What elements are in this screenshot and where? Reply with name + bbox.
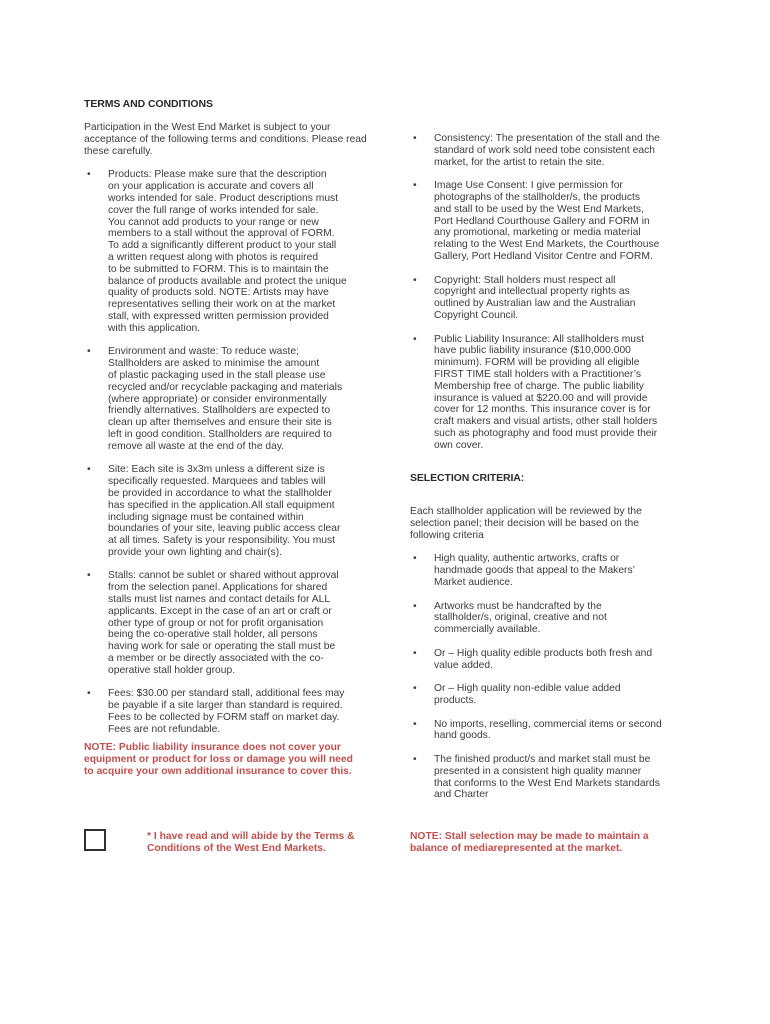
text-line: cover for 12 months. This insurance cover is for xyxy=(434,404,651,416)
text-line: Port Hedland Courthouse Gallery and FORM in xyxy=(434,215,650,227)
intro-text: Participation in the West End Market is subject to your acceptance of the following terms and conditions. Please read these carefully. xyxy=(84,122,367,157)
text-line: NOTE: Public liability insurance does not cover your xyxy=(84,742,341,753)
list-item xyxy=(410,180,710,263)
text-line: Each stallholder application will be reviewed by the xyxy=(410,506,642,517)
text-line: presented in a consistent high quality manner xyxy=(434,765,642,777)
text-line: relating to the West End Markets, the Courthouse xyxy=(434,239,660,251)
text-line: left in good condition. Stallholders are required to xyxy=(108,428,332,440)
text-line: (where appropriate) or consider environmentally xyxy=(108,393,327,405)
text-line: standard of work sold need tobe consistent each xyxy=(434,144,655,156)
text-line: Copyright: Stall holders must respect all xyxy=(434,274,616,286)
text-line: * I have read and will abide by the Terms & xyxy=(147,831,355,842)
text-line: cover the full range of works intended for sale. xyxy=(108,204,319,216)
text-line: such as photography and food must provide their xyxy=(434,427,658,439)
list-item xyxy=(410,648,710,672)
text-line: applicants. Except in the case of an art or craft or xyxy=(108,605,332,617)
text-line: specifically requested. Marquees and tables will xyxy=(108,476,326,488)
selection-intro xyxy=(410,506,710,541)
text-line: to acquire your own additional insurance to cover this. xyxy=(84,765,352,777)
page-title: TERMS AND CONDITIONS xyxy=(84,98,213,110)
text-line: balance of products available and protect the unique xyxy=(108,275,347,287)
text-line: being the co-operative stall holder, all persons xyxy=(108,629,318,641)
text-line: The finished product/s and market stall must be xyxy=(434,753,651,765)
text-line: a written request along with photos is required xyxy=(108,251,319,263)
text-line: Fees to be collected by FORM staff on market day. xyxy=(108,712,340,724)
text-line: Stallholders are asked to minimise the amount xyxy=(108,358,320,370)
text-line: FIRST TIME stall holders with a Practitioner’s xyxy=(434,368,641,380)
text-line: Or – High quality edible products both fresh and xyxy=(434,647,653,659)
right-column xyxy=(410,133,710,452)
text-line: minimum). FORM will be providing all eligible xyxy=(434,357,640,369)
text-line: remove all waste at the end of the day. xyxy=(108,440,285,452)
text-line: Conditions of the West End Markets. xyxy=(147,842,326,854)
text-line: with this application. xyxy=(108,322,201,334)
text-line: at all times. Safety is your responsibility. You must xyxy=(108,535,336,547)
text-line: Gallery, Port Hedland Visitor Centre and FORM. xyxy=(434,250,653,262)
list-item xyxy=(410,719,710,743)
text-line: To add a significantly different product to your stall xyxy=(108,240,337,252)
list-item xyxy=(84,570,384,676)
selection-note xyxy=(410,831,710,855)
text-line: a member or be directly associated with the co- xyxy=(108,653,324,665)
insurance-note xyxy=(84,742,384,777)
right-bullet-list xyxy=(410,133,710,452)
list-item xyxy=(410,754,710,801)
text-line: Market audience. xyxy=(434,576,513,588)
text-line: having work for sale or operating the stall must be xyxy=(108,641,336,653)
selection-criteria-title: SELECTION CRITERIA: xyxy=(410,472,525,484)
text-line: to be submitted to FORM. This is to maintain the xyxy=(108,263,329,275)
text-line: stall, with expressed written permission provided xyxy=(108,310,329,322)
text-line: including signage must be contained within xyxy=(108,511,304,523)
text-line: other type of group or not for profit organisation xyxy=(108,617,324,629)
text-line: Stalls: cannot be sublet or shared without approval xyxy=(108,570,339,582)
text-line: You cannot add products to your range or new xyxy=(108,216,319,228)
text-line: market, for the artist to retain the site. xyxy=(434,156,605,168)
text-line: Environment and waste: To reduce waste; xyxy=(108,346,299,358)
selection-column xyxy=(410,506,710,801)
text-line: boundaries of your site, leaving public access clear xyxy=(108,523,341,535)
list-item xyxy=(84,464,384,558)
text-line: and Charter xyxy=(434,789,489,801)
text-line: insurance is valued at $220.00 and will provide xyxy=(434,392,648,404)
left-bullet-list xyxy=(84,169,384,735)
text-line: of plastic packaging used in the stall please use xyxy=(108,369,326,381)
text-line: Public Liability Insurance: All stallholders must xyxy=(434,333,645,345)
list-item xyxy=(410,601,710,636)
text-line: Fees: $30.00 per standard stall, additional fees may xyxy=(108,688,345,700)
text-line: Copyright Council. xyxy=(434,309,519,321)
text-line: photographs of the stallholder/s, the products xyxy=(434,191,641,203)
text-line: any promotional, marketing or media material xyxy=(434,227,641,239)
text-line: be provided in accordance to what the stallholder xyxy=(108,487,332,499)
text-line: clean up after themselves and ensure their site is xyxy=(108,417,332,429)
text-line: Membership free of charge. The public liability xyxy=(434,380,644,392)
text-line: No imports, reselling, commercial items or second xyxy=(434,718,662,730)
text-line: NOTE: Stall selection may be made to maintain a xyxy=(410,831,649,842)
text-line: members to a stall without the approval of FORM. xyxy=(108,228,335,240)
text-line: stallholder/s, original, creative and not xyxy=(434,612,607,624)
text-line: Fees are not refundable. xyxy=(108,723,221,735)
text-line: from the selection panel. Applications for shared xyxy=(108,582,328,594)
text-line: Products: Please make sure that the description xyxy=(108,169,327,181)
text-line: Artworks must be handcrafted by the xyxy=(434,600,602,612)
text-line: has specified in the application.All stall equipment xyxy=(108,499,335,511)
text-line: Site: Each site is 3x3m unless a different size is xyxy=(108,464,325,476)
text-line: provide your own lighting and chair(s). xyxy=(108,546,282,558)
text-line: recycled and/or recyclable packaging and materials xyxy=(108,381,343,393)
text-line: handmade goods that appeal to the Makers’ xyxy=(434,565,635,577)
list-item xyxy=(84,688,384,735)
text-line: have public liability insurance ($10,000.000 xyxy=(434,345,631,357)
terms-checkbox[interactable] xyxy=(84,829,106,851)
selection-bullet-list xyxy=(410,553,710,801)
text-line: commercially available. xyxy=(434,624,541,636)
list-item xyxy=(84,346,384,452)
text-line: craft makers and visual artists, other stall holders xyxy=(434,416,658,428)
text-line: quality of products sold. NOTE: Artists may have xyxy=(108,287,329,299)
text-line: be payable if a site larger than standard is required. xyxy=(108,700,343,712)
text-line: copyright and intellectual property rights as xyxy=(434,286,630,298)
text-line: representatives selling their work on at the market xyxy=(108,299,336,311)
text-line: products. xyxy=(434,694,477,706)
text-line: Image Use Consent: I give permission for xyxy=(434,180,623,192)
text-line: outlined by Australian law and the Australian xyxy=(434,298,636,310)
text-line: balance of mediarepresented at the market. xyxy=(410,842,623,854)
text-line: Or – High quality non-edible value added xyxy=(434,683,621,695)
text-line: own cover. xyxy=(434,439,484,451)
text-line: selection panel; their decision will be based on the xyxy=(410,517,639,529)
text-line: hand goods. xyxy=(434,730,491,742)
text-line: operative stall holder group. xyxy=(108,664,236,676)
left-column xyxy=(84,122,384,736)
text-line: friendly alternatives. Stallholders are expected to xyxy=(108,405,331,417)
list-item xyxy=(410,275,710,322)
text-line: that conforms to the West End Markets standards xyxy=(434,777,660,789)
checkbox-label xyxy=(147,831,387,855)
list-item xyxy=(410,553,710,588)
list-item xyxy=(84,169,384,334)
text-line: High quality, authentic artworks, crafts or xyxy=(434,553,620,565)
list-item xyxy=(410,133,710,168)
text-line: equipment or product for loss or damage you will need xyxy=(84,753,353,765)
text-line: value added. xyxy=(434,659,493,671)
text-line: Consistency: The presentation of the stall and the xyxy=(434,133,660,144)
text-line: on your application is accurate and covers all xyxy=(108,181,314,193)
text-line: works intended for sale. Product descriptions must xyxy=(108,192,339,204)
list-item xyxy=(410,334,710,452)
text-line: following criteria xyxy=(410,529,484,541)
text-line: and stall to be used by the West End Markets, xyxy=(434,203,644,215)
list-item xyxy=(410,683,710,707)
text-line: stalls must list names and contact details for ALL xyxy=(108,594,331,606)
